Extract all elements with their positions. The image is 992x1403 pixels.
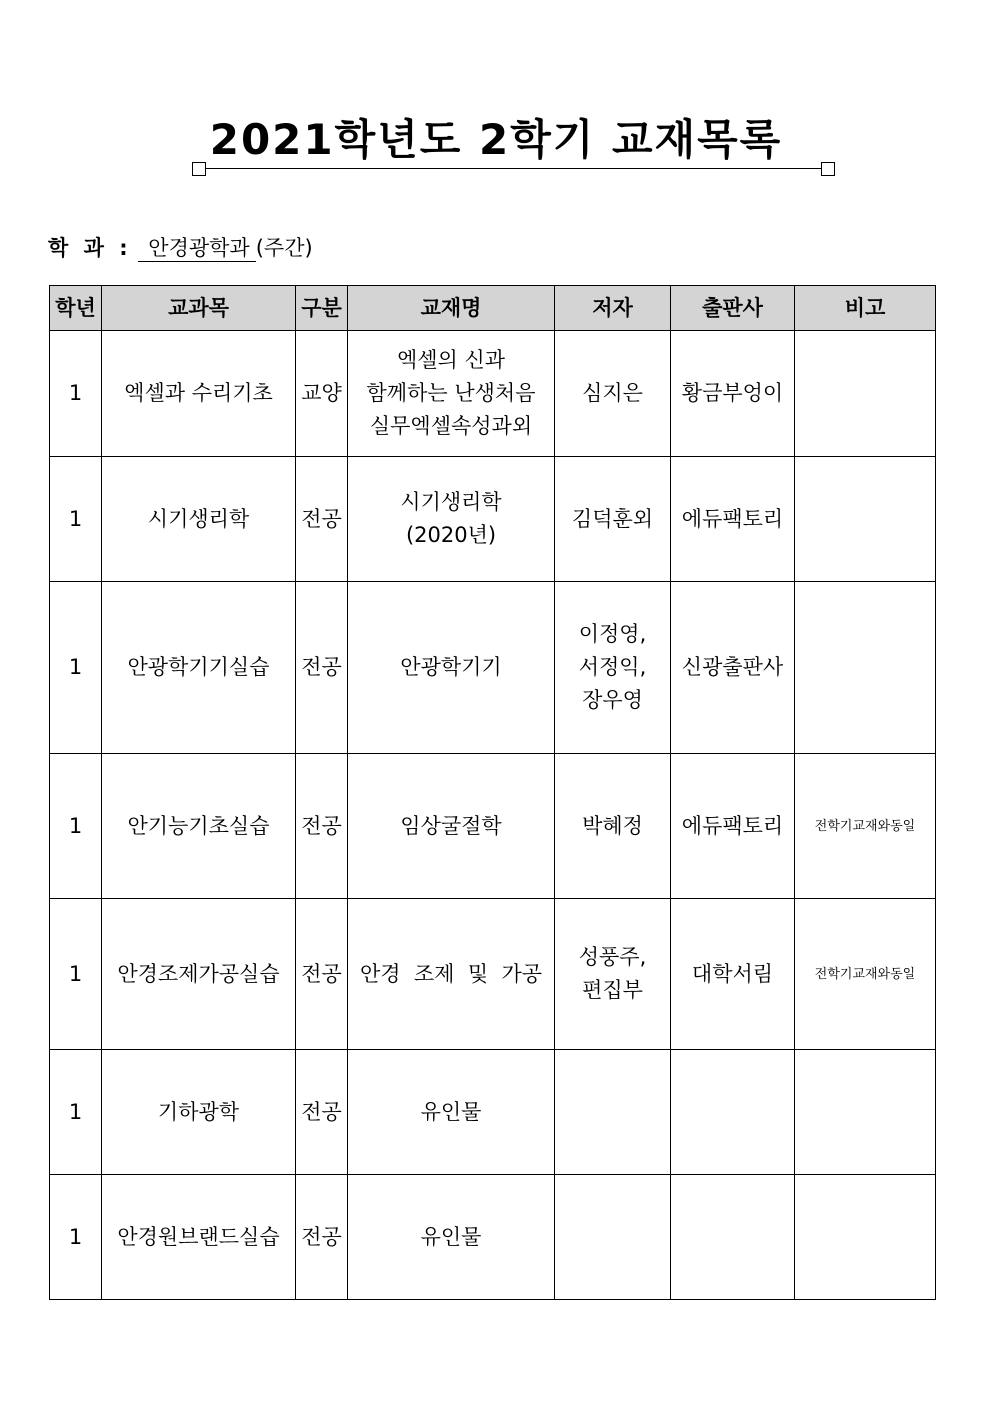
table-row (50, 582, 936, 754)
table-row (50, 899, 936, 1050)
cell-note (795, 1175, 936, 1300)
header-course: 교과목 (102, 286, 296, 331)
cell-publisher: 대학서림 (671, 899, 795, 1050)
cell-publisher: 황금부엉이 (671, 331, 795, 457)
cell-author (555, 1175, 671, 1300)
cell-category: 전공 (296, 582, 348, 754)
table-header-row (50, 286, 936, 331)
cell-category: 전공 (296, 1050, 348, 1175)
cell-grade: 1 (50, 331, 102, 457)
cell-course: 안기능기초실습 (102, 754, 296, 899)
header-category: 구분 (296, 286, 348, 331)
cell-note (795, 1050, 936, 1175)
cell-author: 심지은 (555, 331, 671, 457)
cell-textbook: 안광학기기 (348, 582, 555, 754)
cell-category: 교양 (296, 331, 348, 457)
textbook-table (49, 285, 936, 1300)
table-row (50, 754, 936, 899)
cell-category: 전공 (296, 1175, 348, 1300)
cell-author: 박혜정 (555, 754, 671, 899)
cell-note: 전학기교재와동일 (795, 754, 936, 899)
cell-course: 시기생리학 (102, 457, 296, 582)
cell-textbook: 유인물 (348, 1050, 555, 1175)
cell-grade: 1 (50, 1050, 102, 1175)
cell-grade: 1 (50, 582, 102, 754)
cell-category: 전공 (296, 754, 348, 899)
department-label: 학 과 : (48, 236, 132, 260)
title-underline-right-handle (821, 162, 835, 176)
cell-author: 성풍주, 편집부 (555, 899, 671, 1050)
header-grade: 학년 (50, 286, 102, 331)
cell-author (555, 1050, 671, 1175)
department-line (48, 233, 313, 263)
table-row (50, 457, 936, 582)
cell-course: 안경조제가공실습 (102, 899, 296, 1050)
cell-textbook: 안경 조제 및 가공 (348, 899, 555, 1050)
cell-publisher: 에듀팩토리 (671, 457, 795, 582)
cell-textbook: 유인물 (348, 1175, 555, 1300)
cell-note (795, 582, 936, 754)
cell-course: 안광학기기실습 (102, 582, 296, 754)
cell-publisher (671, 1050, 795, 1175)
cell-textbook: 임상굴절학 (348, 754, 555, 899)
title-underline (200, 168, 830, 169)
cell-course: 안경원브랜드실습 (102, 1175, 296, 1300)
table-row (50, 331, 936, 457)
header-textbook: 교재명 (348, 286, 555, 331)
cell-publisher (671, 1175, 795, 1300)
cell-grade: 1 (50, 754, 102, 899)
title-underline-left-handle (192, 162, 206, 176)
cell-textbook: 시기생리학 (2020년) (348, 457, 555, 582)
department-name: 안경광학과 (138, 235, 255, 262)
table-row (50, 1175, 936, 1300)
header-note: 비고 (795, 286, 936, 331)
cell-author: 이정영, 서정익, 장우영 (555, 582, 671, 754)
cell-note: 전학기교재와동일 (795, 899, 936, 1050)
cell-note (795, 457, 936, 582)
cell-category: 전공 (296, 457, 348, 582)
cell-textbook: 엑셀의 신과 함께하는 난생처음 실무엑셀속성과외 (348, 331, 555, 457)
cell-publisher: 신광출판사 (671, 582, 795, 754)
header-publisher: 출판사 (671, 286, 795, 331)
cell-grade: 1 (50, 457, 102, 582)
cell-category: 전공 (296, 899, 348, 1050)
cell-grade: 1 (50, 1175, 102, 1300)
cell-grade: 1 (50, 899, 102, 1050)
cell-author: 김덕훈외 (555, 457, 671, 582)
header-author: 저자 (555, 286, 671, 331)
cell-course: 엑셀과 수리기초 (102, 331, 296, 457)
document-title: 2021학년도 2학기 교재목록 (209, 115, 783, 164)
cell-course: 기하광학 (102, 1050, 296, 1175)
table-row (50, 1050, 936, 1175)
cell-note (795, 331, 936, 457)
cell-publisher: 에듀팩토리 (671, 754, 795, 899)
department-shift: (주간) (255, 236, 313, 260)
